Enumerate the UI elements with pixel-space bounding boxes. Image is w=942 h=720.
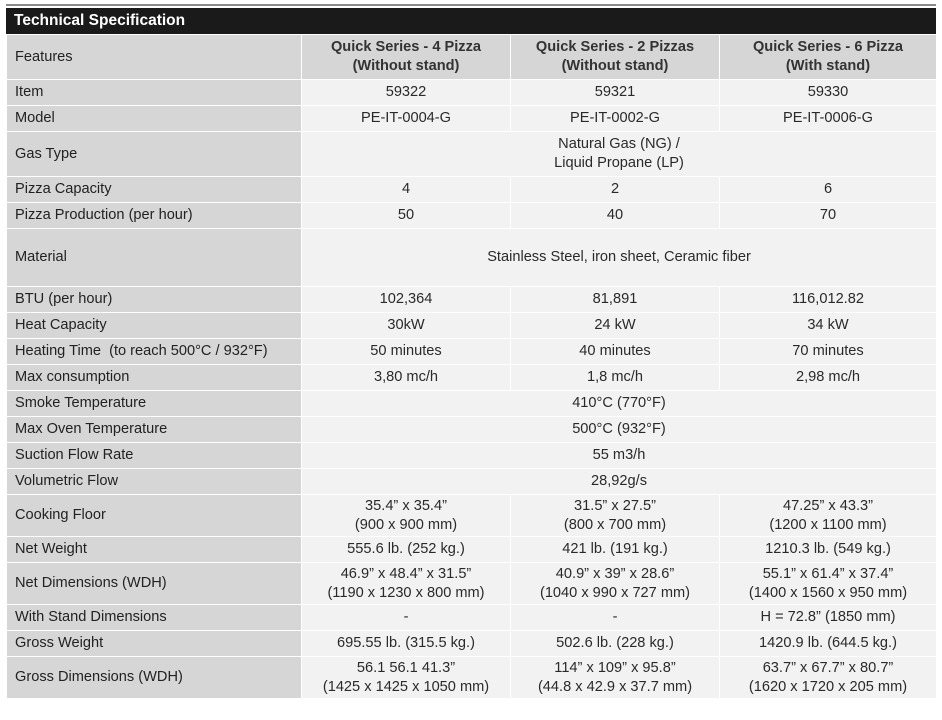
cell-line: 56.1 56.1 41.3” (356, 659, 456, 676)
row-heat-capacity (7, 313, 937, 339)
cell-value: 59322 (302, 80, 511, 106)
cell-line: (900 x 900 mm) (354, 516, 458, 533)
row-gross-dimensions (7, 657, 937, 699)
row-label: With Stand Dimensions (7, 605, 302, 631)
cell-line: Natural Gas (NG) / (558, 136, 680, 152)
row-label: Net Weight (7, 537, 302, 563)
cell-line: (1200 x 1100 mm) (769, 516, 887, 533)
model-name: Quick Series - 6 Pizza (752, 39, 904, 55)
cell-value (720, 657, 937, 699)
cell-line: 47.25” x 43.3” (782, 497, 874, 514)
row-net-dimensions (7, 563, 937, 605)
cell-value: 116,012.82 (720, 287, 937, 313)
cell-value: 1,8 mc/h (511, 365, 720, 391)
cell-value: 1420.9 lb. (644.5 kg.) (720, 631, 937, 657)
cell-value: 24 kW (511, 313, 720, 339)
row-label: Smoke Temperature (7, 391, 302, 417)
cell-value: 1210.3 lb. (549 kg.) (720, 537, 937, 563)
cell-line: 63.7” x 67.7” x 80.7” (762, 659, 894, 676)
model-header-2-pizzas (511, 35, 720, 80)
row-label: Max consumption (7, 365, 302, 391)
model-stand-note: (Without stand) (352, 58, 460, 74)
row-suction-flow-rate (7, 443, 937, 469)
model-header-6-pizza (720, 35, 937, 80)
cell-value: - (302, 605, 511, 631)
cell-line: 55.1” x 61.4” x 37.4” (762, 565, 894, 582)
cell-value-merged: 500°C (932°F) (302, 417, 937, 443)
cell-value: PE-IT-0004-G (302, 106, 511, 132)
row-material (7, 229, 937, 287)
cell-line: 114” x 109” x 95.8” (554, 659, 676, 676)
row-stand-dimensions (7, 605, 937, 631)
cell-value (302, 657, 511, 699)
row-model (7, 106, 937, 132)
model-name: Quick Series - 4 Pizza (330, 39, 482, 55)
cell-line: 40.9” x 39” x 28.6” (555, 565, 675, 582)
cell-value: - (511, 605, 720, 631)
cell-value (302, 495, 511, 537)
cell-value: 30kW (302, 313, 511, 339)
row-label: Pizza Production (per hour) (7, 203, 302, 229)
cell-line: 46.9” x 48.4” x 31.5” (340, 565, 472, 582)
features-header: Features (7, 35, 302, 80)
row-label: Gross Dimensions (WDH) (7, 657, 302, 699)
row-label: Gross Weight (7, 631, 302, 657)
page-title: Technical Specification (6, 8, 936, 34)
cell-value-merged (302, 132, 937, 177)
row-label: Max Oven Temperature (7, 417, 302, 443)
row-label: Gas Type (7, 132, 302, 177)
model-stand-note: (With stand) (785, 58, 871, 74)
cell-value: 50 minutes (302, 339, 511, 365)
table-header-row (7, 35, 937, 80)
row-label: Cooking Floor (7, 495, 302, 537)
cell-value-merged: 28,92g/s (302, 469, 937, 495)
model-header-4-pizza (302, 35, 511, 80)
cell-value: 555.6 lb. (252 kg.) (302, 537, 511, 563)
cell-line: 35.4” x 35.4” (365, 497, 447, 514)
cell-value: 59330 (720, 80, 937, 106)
spec-table (6, 34, 937, 699)
cell-value: 695.55 lb. (315.5 kg.) (302, 631, 511, 657)
cell-value: PE-IT-0006-G (720, 106, 937, 132)
row-label: Volumetric Flow (7, 469, 302, 495)
row-label: Heating Time (to reach 500°C / 932°F) (7, 339, 302, 365)
cell-value: 2 (511, 177, 720, 203)
cell-value (511, 657, 720, 699)
cell-value: 6 (720, 177, 937, 203)
row-label: Net Dimensions (WDH) (7, 563, 302, 605)
row-label: Item (7, 80, 302, 106)
row-label: Heat Capacity (7, 313, 302, 339)
top-rule (6, 4, 936, 6)
row-label: Pizza Capacity (7, 177, 302, 203)
cell-value: 2,98 mc/h (720, 365, 937, 391)
cell-value: 81,891 (511, 287, 720, 313)
row-gas-type (7, 132, 937, 177)
cell-value (302, 563, 511, 605)
cell-value: PE-IT-0002-G (511, 106, 720, 132)
row-max-consumption (7, 365, 937, 391)
cell-value: 50 (302, 203, 511, 229)
cell-value: 102,364 (302, 287, 511, 313)
row-heating-time (7, 339, 937, 365)
cell-value: 70 minutes (720, 339, 937, 365)
row-max-oven-temperature (7, 417, 937, 443)
cell-line: (1190 x 1230 x 800 mm) (327, 584, 485, 601)
row-label: BTU (per hour) (7, 287, 302, 313)
cell-line: (1400 x 1560 x 950 mm) (748, 584, 908, 601)
row-btu (7, 287, 937, 313)
model-stand-note: (Without stand) (561, 58, 669, 74)
row-pizza-production (7, 203, 937, 229)
row-label: Suction Flow Rate (7, 443, 302, 469)
cell-value: 59321 (511, 80, 720, 106)
cell-line: (1040 x 990 x 727 mm) (539, 584, 691, 601)
cell-line: Liquid Propane (LP) (554, 155, 684, 171)
cell-value: 3,80 mc/h (302, 365, 511, 391)
row-label: Model (7, 106, 302, 132)
cell-value-merged: Stainless Steel, iron sheet, Ceramic fiber (302, 229, 937, 287)
cell-line: (44.8 x 42.9 x 37.7 mm) (537, 678, 693, 695)
cell-value-merged: 410°C (770°F) (302, 391, 937, 417)
cell-value (511, 563, 720, 605)
cell-value: 502.6 lb. (228 kg.) (511, 631, 720, 657)
model-name: Quick Series - 2 Pizzas (535, 39, 695, 55)
cell-value: 34 kW (720, 313, 937, 339)
cell-value: 70 (720, 203, 937, 229)
cell-line: (800 x 700 mm) (563, 516, 667, 533)
cell-value: 4 (302, 177, 511, 203)
cell-value: 40 minutes (511, 339, 720, 365)
cell-value (720, 563, 937, 605)
cell-line: (1620 x 1720 x 205 mm) (748, 678, 908, 695)
row-volumetric-flow (7, 469, 937, 495)
cell-line: 31.5” x 27.5” (574, 497, 656, 514)
row-label: Material (7, 229, 302, 287)
row-net-weight (7, 537, 937, 563)
row-cooking-floor (7, 495, 937, 537)
cell-value: H = 72.8” (1850 mm) (720, 605, 937, 631)
row-item (7, 80, 937, 106)
row-pizza-capacity (7, 177, 937, 203)
cell-value: 40 (511, 203, 720, 229)
cell-value-merged: 55 m3/h (302, 443, 937, 469)
cell-line: (1425 x 1425 x 1050 mm) (322, 678, 490, 695)
cell-value: 421 lb. (191 kg.) (511, 537, 720, 563)
row-smoke-temperature (7, 391, 937, 417)
cell-value (511, 495, 720, 537)
row-gross-weight (7, 631, 937, 657)
cell-value (720, 495, 937, 537)
